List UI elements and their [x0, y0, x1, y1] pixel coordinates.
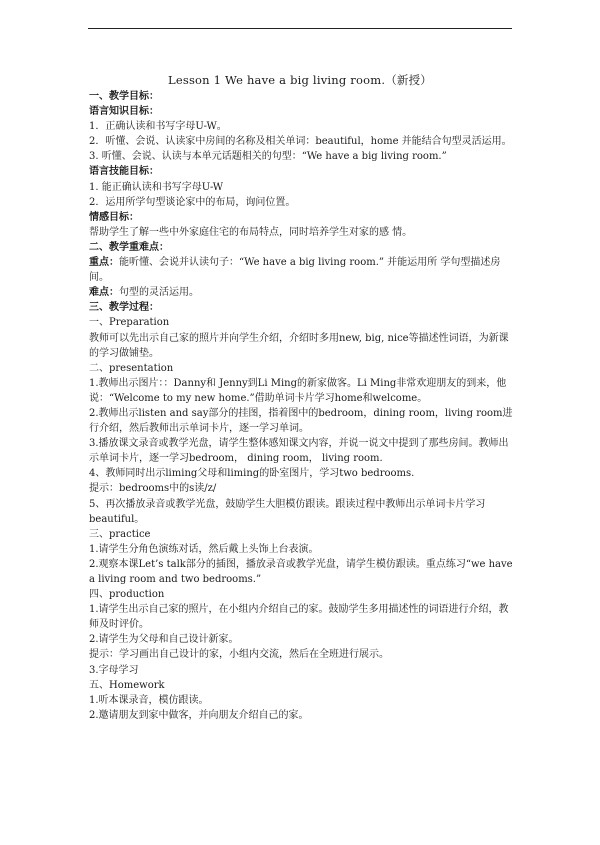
body-line: 2.观察本课Let’s talk部分的插图，播放录音或教学光盘，请学生模仿跟读。重点练习“we have a living room and two bedrooms.” — [89, 558, 513, 585]
section-heading: 语言知识目标： — [89, 106, 159, 118]
body-line: 二、presentation — [89, 362, 174, 374]
body-line: 三、practice — [89, 528, 151, 540]
page-title: Lesson 1 We have a big living room.（新授） — [168, 73, 432, 87]
body-line: 1.教师出示图片：：Danny和 Jenny到Li Ming的新家做客。Li Ming非常欢迎朋友的到来，他说：“Welcome to my new home.”借助单词卡片学习home和welcome。 — [89, 377, 507, 404]
body-line: 提示：学习画出自己设计的家，小组内交流，然后在全班进行展示。 — [89, 649, 389, 661]
body-line: 3. 听懂、会说、认读与本单元话题相关的句型：“We have a big living room.” — [89, 151, 447, 163]
body-line: 1.请学生分角色演练对话，然后戴上头饰上台表演。 — [89, 543, 319, 555]
line-lead-label: 难点： — [89, 287, 119, 299]
body-line — [89, 255, 513, 285]
body-line: 4、教师同时出示liming父母和liming的卧室图片，学习two bedrooms. — [89, 468, 415, 480]
section-heading: 一、教学目标： — [89, 91, 159, 102]
section-heading: 语言技能目标： — [89, 166, 159, 178]
body-line: 3.字母学习 — [89, 664, 139, 676]
body-line: 2．运用所学句型谈论家中的布局，询问位置。 — [89, 196, 296, 208]
body-line: 帮助学生了解一些中外家庭住宅的布局特点，同时培养学生对家的感 情。 — [89, 226, 413, 238]
body-line: 3.播放课文录音或教学光盘，请学生整体感知课文内容，并说一说文中提到了那些房间。教师出示单词卡片，逐一学习bedroom， dining room， living room. — [89, 438, 509, 465]
body-line: 四、production — [89, 589, 165, 601]
body-line: 1．正确认读和书写字母U-W。 — [89, 121, 227, 133]
section-heading: 情感目标： — [89, 211, 139, 223]
body-line: 教师可以先出示自己家的照片并向学生介绍，介绍时多用new, big, nice等描述性词语，为新课的学习做铺垫。 — [89, 332, 509, 359]
body-line — [89, 285, 513, 300]
body-line: 五、Homework — [89, 679, 165, 691]
line-rest: 句型的灵活运用。 — [119, 287, 199, 299]
body-line: 1.听本课录音，模仿跟读。 — [89, 694, 209, 706]
document-body — [89, 89, 513, 723]
body-line: 1.请学生出示自己家的照片，在小组内介绍自己的家。鼓励学生多用描述性的词语进行介绍，教师及时评价。 — [89, 604, 509, 631]
body-line: 1. 能正确认读和书写字母U-W — [89, 181, 224, 193]
body-line: 2．听懂、会说、认读家中房间的名称及相关单词：beautiful，home 并能结合句型灵活运用。 — [89, 136, 512, 148]
line-lead-label: 重点： — [89, 257, 119, 269]
body-line: 5、再次播放录音或教学光盘，鼓励学生大胆模仿跟读。跟读过程中教师出示单词卡片学习beautiful。 — [89, 498, 486, 525]
body-line: 2.请学生为父母和自己设计新家。 — [89, 634, 239, 646]
header-rule — [88, 28, 512, 29]
body-line: 一、Preparation — [89, 317, 170, 329]
body-line: 2.邀请朋友到家中做客，并向朋友介绍自己的家。 — [89, 709, 309, 721]
line-rest: 能听懂、会说并认读句子：“We have a big living room.” 并能运用所 学句型描述房间。 — [89, 257, 501, 284]
body-line: 2.教师出示listen and say部分的挂图，指着图中的bedroom，dining room，living room进行介绍，然后教师出示单词卡片，逐一学习单词。 — [89, 407, 513, 435]
body-line: 提示：bedrooms中的s读/z/ — [89, 483, 217, 495]
section-heading: 三、教学过程： — [89, 302, 159, 314]
section-heading: 二、教学重难点： — [89, 241, 169, 253]
